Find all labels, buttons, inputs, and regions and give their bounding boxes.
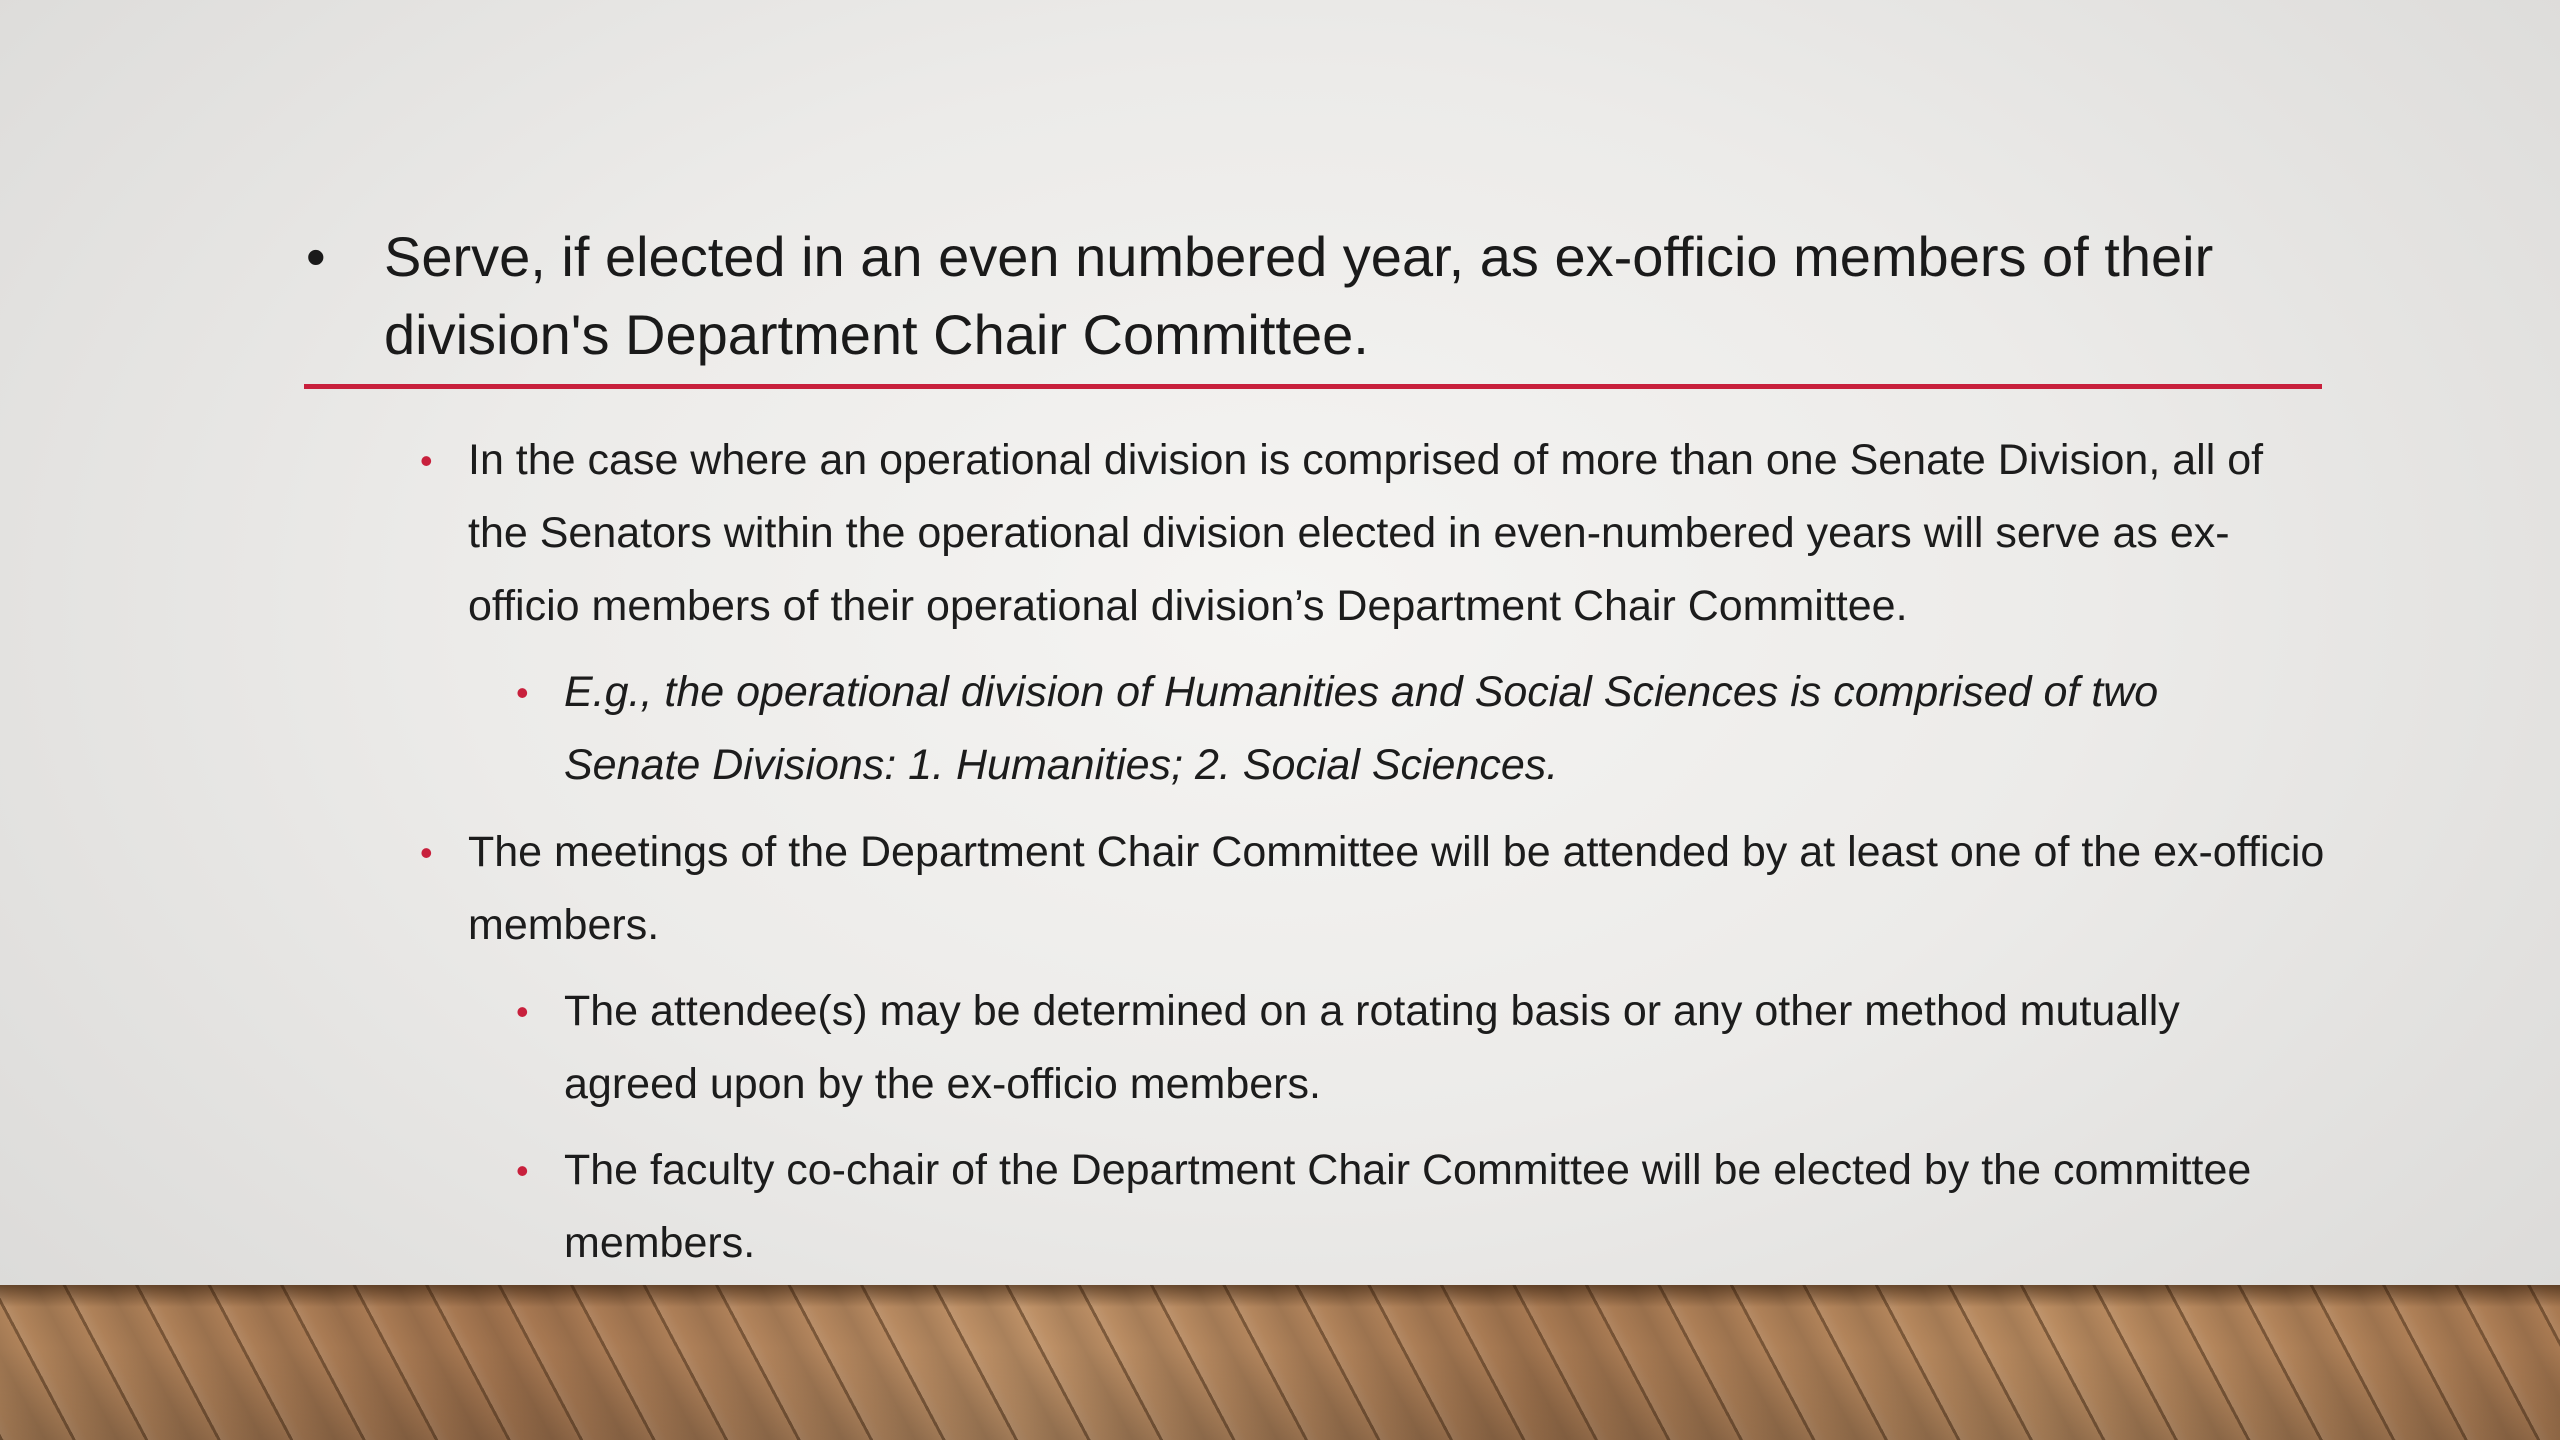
bullet-item-meetings (420, 816, 2380, 966)
bullet-item-operational-division (420, 424, 2380, 654)
bullet-item-attendees (516, 975, 2356, 1125)
bullet-marker: • (420, 440, 433, 481)
bullet-text: The faculty co-chair of the Department Chair Committee will be elected by the committee members. (564, 1146, 2252, 1267)
bullet-text: In the case where an operational division is comprised of more than one Senate Division, all of the Senators within the operational division elected in even-numbered years will serve as ex-officio members of their operational division’s Department Chair Committee. (468, 436, 2264, 630)
title-underline (304, 384, 2322, 389)
bullet-item-example (516, 656, 2356, 806)
bullet-marker: • (516, 1150, 529, 1191)
bullet-item-co-chair (516, 1134, 2356, 1284)
bullet-marker: • (516, 991, 529, 1032)
bullet-marker: • (516, 672, 529, 713)
bullet-text: E.g., the operational division of Humanities and Social Sciences is comprised of two Senate Divisions: 1. Humanities; 2. Social Sciences. (564, 668, 2159, 789)
floor-shade (0, 1285, 2560, 1440)
bullet-text: The attendee(s) may be determined on a rotating basis or any other method mutually agreed upon by the ex-officio members. (564, 987, 2180, 1108)
bullet-text: The meetings of the Department Chair Committee will be attended by at least one of the ex-officio members. (468, 828, 2325, 949)
title-bullet: • (306, 225, 326, 288)
title-text: Serve, if elected in an even numbered year, as ex-officio members of their division's Department Chair Committee. (384, 225, 2214, 366)
bullet-marker: • (420, 832, 433, 873)
